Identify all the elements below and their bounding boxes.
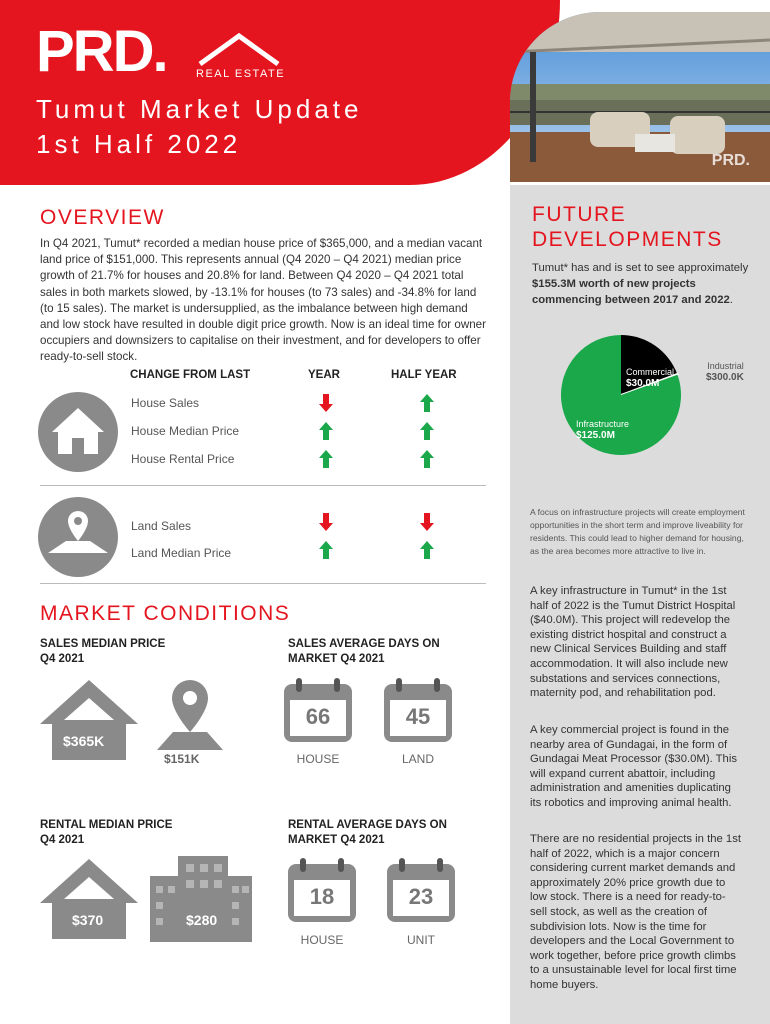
house-days-label: HOUSE xyxy=(296,752,340,766)
row-label-land-sales: Land Sales xyxy=(131,519,192,533)
overview-text: In Q4 2021, Tumut* recorded a median house price of $365,000, and a median vacant land price of $151,000. This represents annual (Q4 2020 – Q4 2021) median price growth of 21.7% for houses and 20.8% for land. Between Q4 2020 – Q4 2021 total sales in both markets slowed, by -13.1% for houses (to 73 sales) and -34.8% for land (to 15 sales). The market is undersupplied, as the imbalance between high demand and low stock have resulted in double digit price growth. Now is an ideal time for owner occupiers and downsizers to capitalise on their investment, and for developers to offer ready-to-sell stock. xyxy=(40,237,486,364)
land-days-label: LAND xyxy=(401,752,434,766)
arrow-up-icon xyxy=(319,450,333,473)
arrow-up-icon xyxy=(420,394,434,417)
arrow-up-icon xyxy=(319,422,333,445)
sales-median-title: SALES MEDIAN PRICE Q4 2021 xyxy=(40,638,166,665)
sales-land-price: $151K xyxy=(164,752,200,766)
market-conditions-title: MARKET CONDITIONS xyxy=(40,602,291,625)
table-header-year: YEAR xyxy=(308,369,340,381)
rental-median-title: RENTAL MEDIAN PRICE Q4 2021 xyxy=(40,819,173,846)
photo-watermark: PRD. xyxy=(711,152,750,169)
logo-subtitle: REAL ESTATE xyxy=(196,68,286,80)
row-label-house-sales: House Sales xyxy=(131,396,200,410)
table-divider xyxy=(40,485,486,486)
sales-house-price: $365K xyxy=(63,733,105,749)
industrial-slice-label: Industrial $300.0K xyxy=(706,361,744,383)
row-label-house-median: House Median Price xyxy=(131,424,240,438)
future-intro: Tumut* has and is set to see approximately $155.3M worth of new projects commencing between 2017 and 2022. xyxy=(532,262,749,306)
rental-house-icon xyxy=(38,855,140,941)
rental-house-days-value: 18 xyxy=(309,884,335,909)
arrow-up-icon xyxy=(420,541,434,564)
row-label-land-median: Land Median Price xyxy=(131,546,232,560)
future-paragraph-2: A key commercial project is found in the nearby area of Gundagai, in the form of Gundagai Meat Processor ($30.0M). This will expand current abattoir, including administration and amenities duplicating its robotics and improving animal health. xyxy=(530,724,737,809)
house-icon xyxy=(38,392,118,472)
arrow-up-icon xyxy=(319,541,333,564)
header-photo xyxy=(510,12,770,182)
land-days-value: 45 xyxy=(405,704,431,729)
land-pin-icon xyxy=(155,676,225,752)
investment-pie-chart xyxy=(540,335,770,465)
title-line-2: 1st Half 2022 xyxy=(36,129,242,159)
future-developments-title: FUTURE DEVELOPMENTS xyxy=(532,203,723,251)
rental-unit-days-value: 23 xyxy=(408,884,434,909)
table-header-half-year: HALF YEAR xyxy=(391,369,457,381)
rental-days-title: RENTAL AVERAGE DAYS ON MARKET Q4 2021 xyxy=(288,819,447,846)
house-days-calendar xyxy=(282,678,354,749)
rental-unit-days-label: UNIT xyxy=(407,933,435,947)
apartment-building-icon xyxy=(150,856,252,942)
commercial-slice-label: Commercial $30.0M xyxy=(626,367,675,389)
section-divider xyxy=(40,583,486,584)
roof-logo-icon xyxy=(196,30,282,66)
rental-house-days-label: HOUSE xyxy=(300,933,344,947)
prd-logo: PRD. xyxy=(36,19,167,84)
arrow-down-icon xyxy=(319,513,333,536)
future-paragraph-3: There are no residential projects in the 1st half of 2022, which is a major concern considering current market demands and approximately 20% price growth due to low stock. There is a need for ready-to-sell stock, as well as the creation of subdivision lots. Now is the time for developers and the Local Government to work together, before price growth climbs to a unsustainable level for local first time home buyers. xyxy=(530,833,741,991)
page-title xyxy=(36,92,362,162)
house-price-icon xyxy=(38,676,140,762)
arrow-down-icon xyxy=(319,394,333,417)
arrow-down-icon xyxy=(420,513,434,536)
row-label-house-rental: House Rental Price xyxy=(131,452,235,466)
rental-house-price: $370 xyxy=(72,912,104,928)
overview-title: OVERVIEW xyxy=(40,206,165,229)
arrow-up-icon xyxy=(420,422,434,445)
rental-unit-price: $280 xyxy=(186,912,218,928)
land-days-calendar xyxy=(382,678,454,749)
rental-unit-days-calendar xyxy=(385,858,457,929)
table-header-change: CHANGE FROM LAST xyxy=(130,369,251,381)
house-days-value: 66 xyxy=(305,704,331,729)
infrastructure-slice-label: Infrastructure $125.0M xyxy=(576,419,630,441)
land-location-icon xyxy=(38,497,118,577)
future-paragraph-1: A key infrastructure in Tumut* in the 1st half of 2022 is the Tumut District Hospital ($40.0M). This project will redevelop the existing district hospital and construct a new Clinical Services Building and staff accommodation. It will also include new substations and services connections, maternity pod, and rehabilitation pod. xyxy=(530,585,736,700)
rental-house-days-calendar xyxy=(286,858,358,929)
arrow-up-icon xyxy=(420,450,434,473)
pie-note: A focus on infrastructure projects will create employment opportunities in the short term and improve liveability for residents. This could lead to higher demand for housing, as the area becomes more attractive to live in. xyxy=(530,507,745,556)
title-line-1: Tumut Market Update xyxy=(36,94,363,124)
sales-days-title: SALES AVERAGE DAYS ON MARKET Q4 2021 xyxy=(288,638,440,665)
